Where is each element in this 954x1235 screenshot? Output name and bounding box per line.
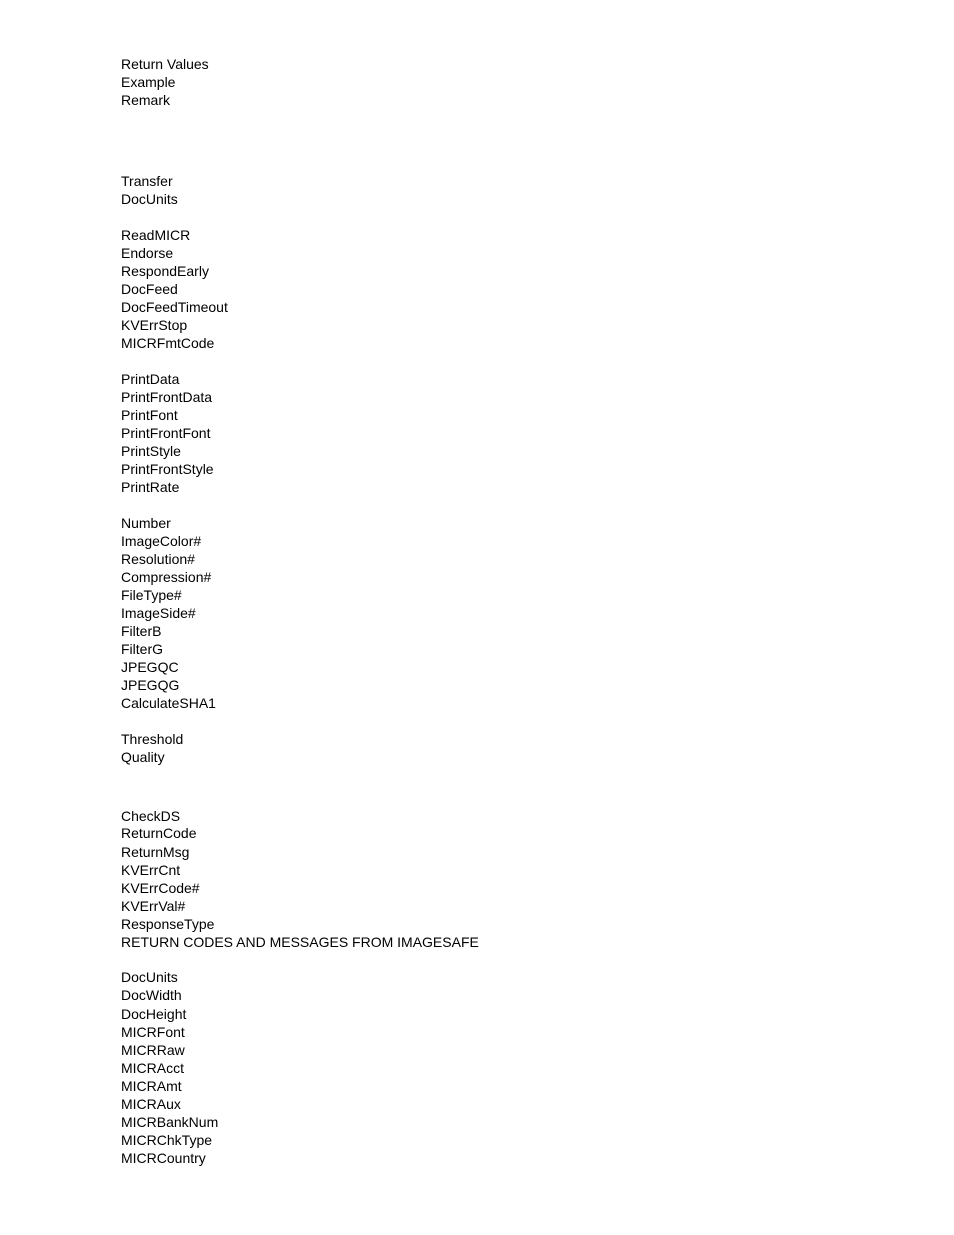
line-checkds: CheckDS xyxy=(121,808,181,824)
line-micraux: MICRAux xyxy=(121,1096,181,1112)
line-responsetype: ResponseType xyxy=(121,916,215,932)
line-number: Number xyxy=(121,515,171,531)
line-kverrcode: KVErrCode# xyxy=(121,880,200,896)
line-micrraw: MICRRaw xyxy=(121,1042,185,1058)
line-imageside: ImageSide# xyxy=(121,605,196,621)
line-example: Example xyxy=(121,74,176,90)
line-micramt: MICRAmt xyxy=(121,1078,182,1094)
line-printfont: PrintFont xyxy=(121,407,178,423)
line-filetype: FileType# xyxy=(121,587,182,603)
line-endorse: Endorse xyxy=(121,245,174,261)
line-calculatesha1: CalculateSHA1 xyxy=(121,695,216,711)
line-printfrontstyle: PrintFrontStyle xyxy=(121,461,214,477)
line-printstyle: PrintStyle xyxy=(121,443,181,459)
line-printrate: PrintRate xyxy=(121,479,180,495)
line-transfer: Transfer xyxy=(121,173,173,189)
line-micracct: MICRAcct xyxy=(121,1060,184,1076)
line-docunits-2: DocUnits xyxy=(121,969,178,985)
line-micrfont: MICRFont xyxy=(121,1024,185,1040)
line-returncode: ReturnCode xyxy=(121,825,197,841)
line-filterg: FilterG xyxy=(121,641,163,657)
line-printfrontdata: PrintFrontData xyxy=(121,389,213,405)
line-docfeed: DocFeed xyxy=(121,281,178,297)
line-quality: Quality xyxy=(121,749,165,765)
line-respondearly: RespondEarly xyxy=(121,263,209,279)
line-micrchktype: MICRChkType xyxy=(121,1132,213,1148)
line-filterb: FilterB xyxy=(121,623,162,639)
line-readmicr: ReadMICR xyxy=(121,227,191,243)
line-kverrcnt: KVErrCnt xyxy=(121,862,181,878)
line-docheight: DocHeight xyxy=(121,1006,187,1022)
line-kverrval: KVErrVal# xyxy=(121,898,186,914)
line-return-codes-heading: RETURN CODES AND MESSAGES FROM IMAGESAFE xyxy=(121,934,479,950)
line-micrbanknum: MICRBankNum xyxy=(121,1114,219,1130)
line-docunits: DocUnits xyxy=(121,191,178,207)
line-docfeedtimeout: DocFeedTimeout xyxy=(121,299,228,315)
line-kverrstop: KVErrStop xyxy=(121,317,188,333)
line-resolution: Resolution# xyxy=(121,551,195,567)
line-jpegqc: JPEGQC xyxy=(121,659,179,675)
line-return-values: Return Values xyxy=(121,56,209,72)
line-micrfmtcode: MICRFmtCode xyxy=(121,335,215,351)
line-printfrontfont: PrintFrontFont xyxy=(121,425,211,441)
line-imagecolor: ImageColor# xyxy=(121,533,202,549)
line-returnmsg: ReturnMsg xyxy=(121,844,190,860)
line-micrcountry: MICRCountry xyxy=(121,1150,206,1166)
line-remark: Remark xyxy=(121,92,171,108)
line-printdata: PrintData xyxy=(121,371,180,387)
line-jpegqg: JPEGQG xyxy=(121,677,180,693)
line-compression: Compression# xyxy=(121,569,212,585)
line-docwidth: DocWidth xyxy=(121,987,182,1003)
line-threshold: Threshold xyxy=(121,731,184,747)
